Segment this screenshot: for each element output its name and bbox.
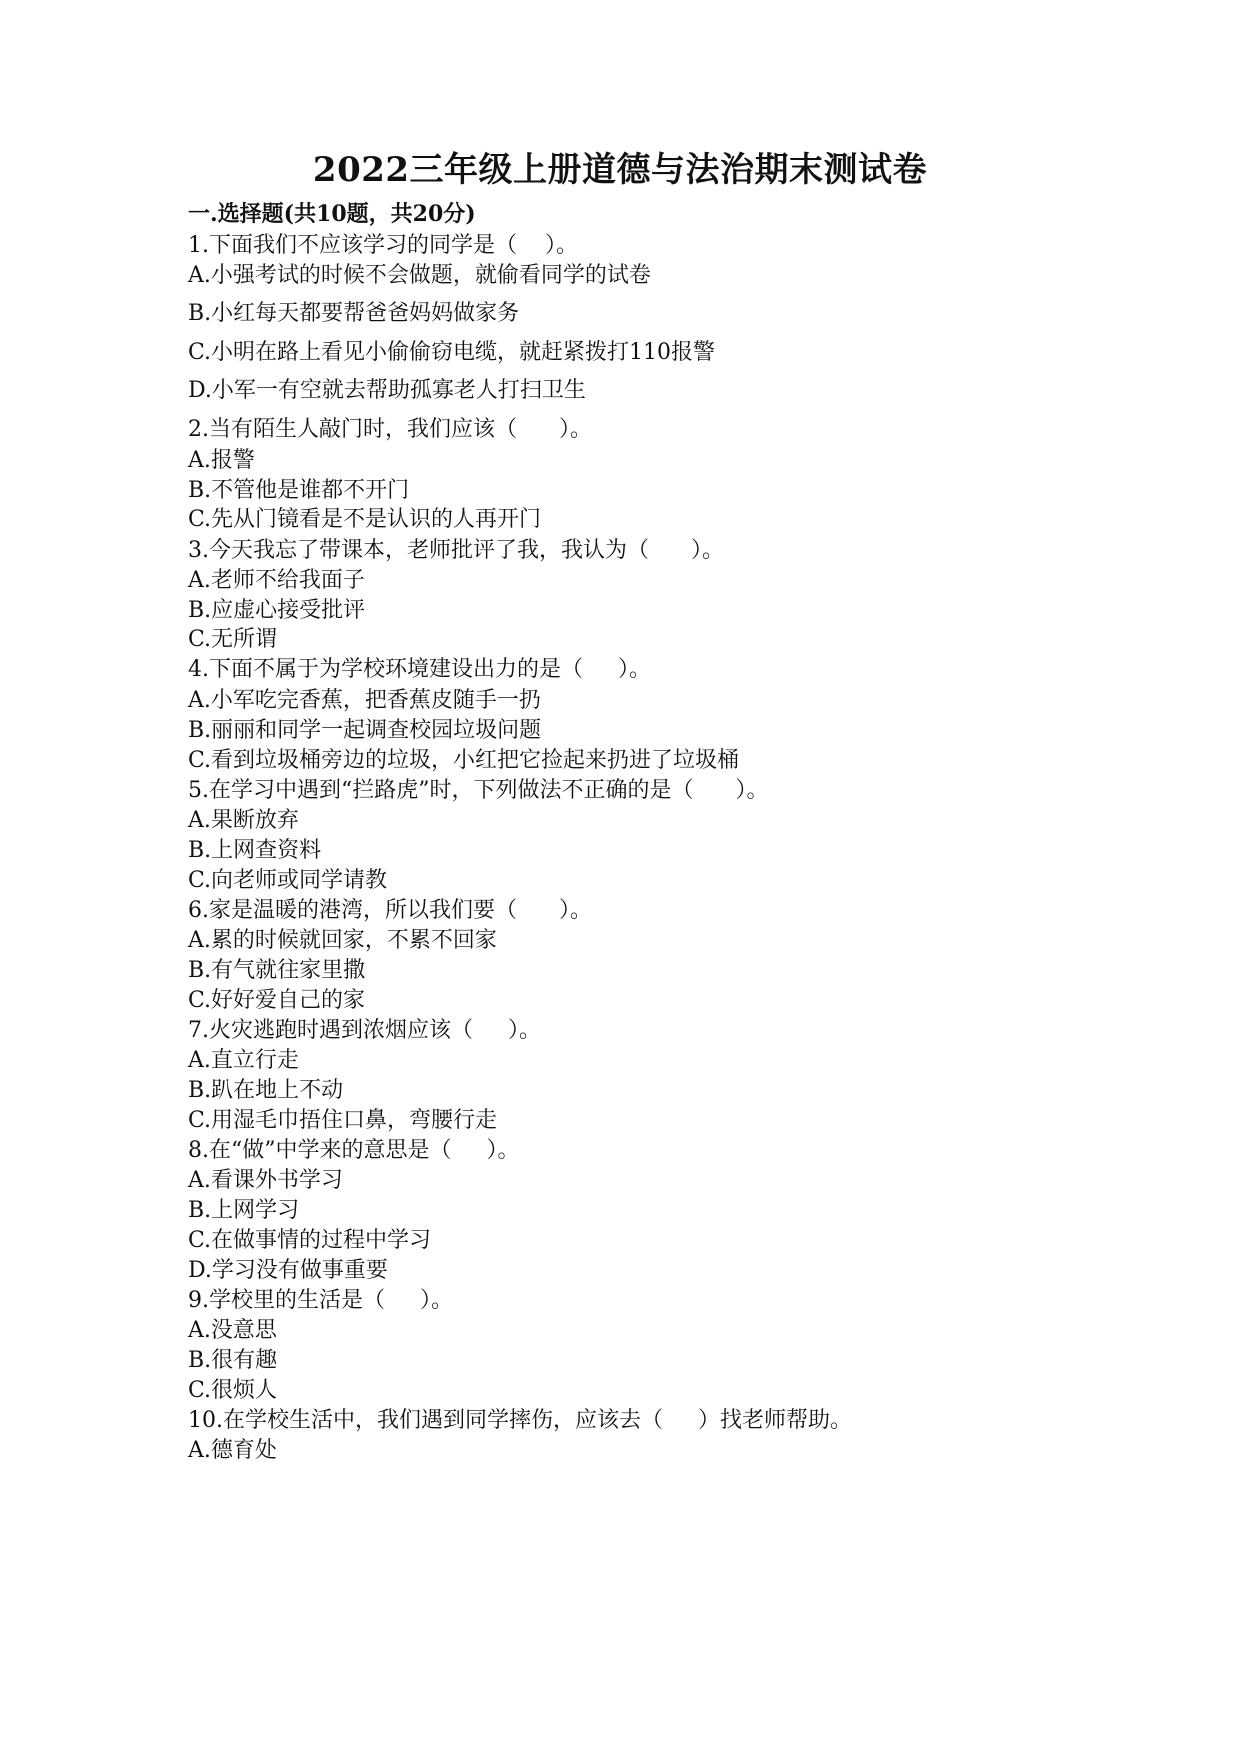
question-10: 10.在学校生活中，我们遇到同学摔伤，应该去（ ）找老师帮助。 xyxy=(188,1408,852,1433)
q2-option-b: B.不管他是谁都不开门 xyxy=(188,478,410,503)
q5-option-a: A.果断放弃 xyxy=(188,808,299,833)
question-1: 1.下面我们不应该学习的同学是（ ）。 xyxy=(188,233,578,258)
q4-option-a: A.小军吃完香蕉，把香蕉皮随手一扔 xyxy=(188,688,541,713)
q7-option-a: A.直立行走 xyxy=(188,1048,299,1073)
q8-option-a: A.看课外书学习 xyxy=(188,1168,343,1193)
q3-option-a: A.老师不给我面子 xyxy=(188,568,365,593)
q3-option-b: B.应虚心接受批评 xyxy=(188,598,366,623)
q6-option-c: C.好好爱自己的家 xyxy=(188,988,366,1013)
q7-option-c: C.用湿毛巾捂住口鼻，弯腰行走 xyxy=(188,1108,498,1133)
question-6: 6.家是温暖的港湾，所以我们要（ ）。 xyxy=(188,898,592,923)
q3-option-c: C.无所谓 xyxy=(188,627,278,652)
exam-title: 2022三年级上册道德与法治期末测试卷 xyxy=(312,150,928,190)
q5-option-c: C.向老师或同学请教 xyxy=(188,868,388,893)
question-9: 9.学校里的生活是（ ）。 xyxy=(188,1288,453,1313)
q8-option-d: D.学习没有做事重要 xyxy=(188,1258,388,1283)
q9-option-c: C.很烦人 xyxy=(188,1378,278,1403)
q1-option-c: C.小明在路上看见小偷偷窃电缆，就赶紧拨打110报警 xyxy=(188,340,716,365)
q10-option-a: A.德育处 xyxy=(188,1438,277,1463)
q4-option-b: B.丽丽和同学一起调查校园垃圾问题 xyxy=(188,718,542,743)
question-4: 4.下面不属于为学校环境建设出力的是（ ）。 xyxy=(188,657,651,682)
q9-option-a: A.没意思 xyxy=(188,1318,277,1343)
question-3: 3.今天我忘了带课本，老师批评了我，我认为（ ）。 xyxy=(188,538,724,563)
q2-option-c: C.先从门镜看是不是认识的人再开门 xyxy=(188,507,542,532)
q1-option-d: D.小军一有空就去帮助孤寡老人打扫卫生 xyxy=(188,378,586,403)
q2-option-a: A.报警 xyxy=(188,448,255,473)
q9-option-b: B.很有趣 xyxy=(188,1348,278,1373)
q1-option-b: B.小红每天都要帮爸爸妈妈做家务 xyxy=(188,301,520,326)
q5-option-b: B.上网查资料 xyxy=(188,838,322,863)
q1-option-a: A.小强考试的时候不会做题，就偷看同学的试卷 xyxy=(188,263,651,288)
q6-option-b: B.有气就往家里撒 xyxy=(188,958,366,983)
question-8: 8.在“做”中学来的意思是（ ）。 xyxy=(188,1138,520,1163)
q4-option-c: C.看到垃圾桶旁边的垃圾，小红把它捡起来扔进了垃圾桶 xyxy=(188,748,740,773)
question-7: 7.火灾逃跑时遇到浓烟应该（ ）。 xyxy=(188,1018,541,1043)
q6-option-a: A.累的时候就回家，不累不回家 xyxy=(188,928,497,953)
q8-option-c: C.在做事情的过程中学习 xyxy=(188,1228,432,1253)
question-2: 2.当有陌生人敲门时，我们应该（ ）。 xyxy=(188,417,592,442)
section-heading: 一.选择题(共10题，共20分) xyxy=(188,201,476,227)
q7-option-b: B.趴在地上不动 xyxy=(188,1078,344,1103)
question-5: 5.在学习中遇到“拦路虎”时，下列做法不正确的是（ ）。 xyxy=(188,778,769,803)
q8-option-b: B.上网学习 xyxy=(188,1198,300,1223)
